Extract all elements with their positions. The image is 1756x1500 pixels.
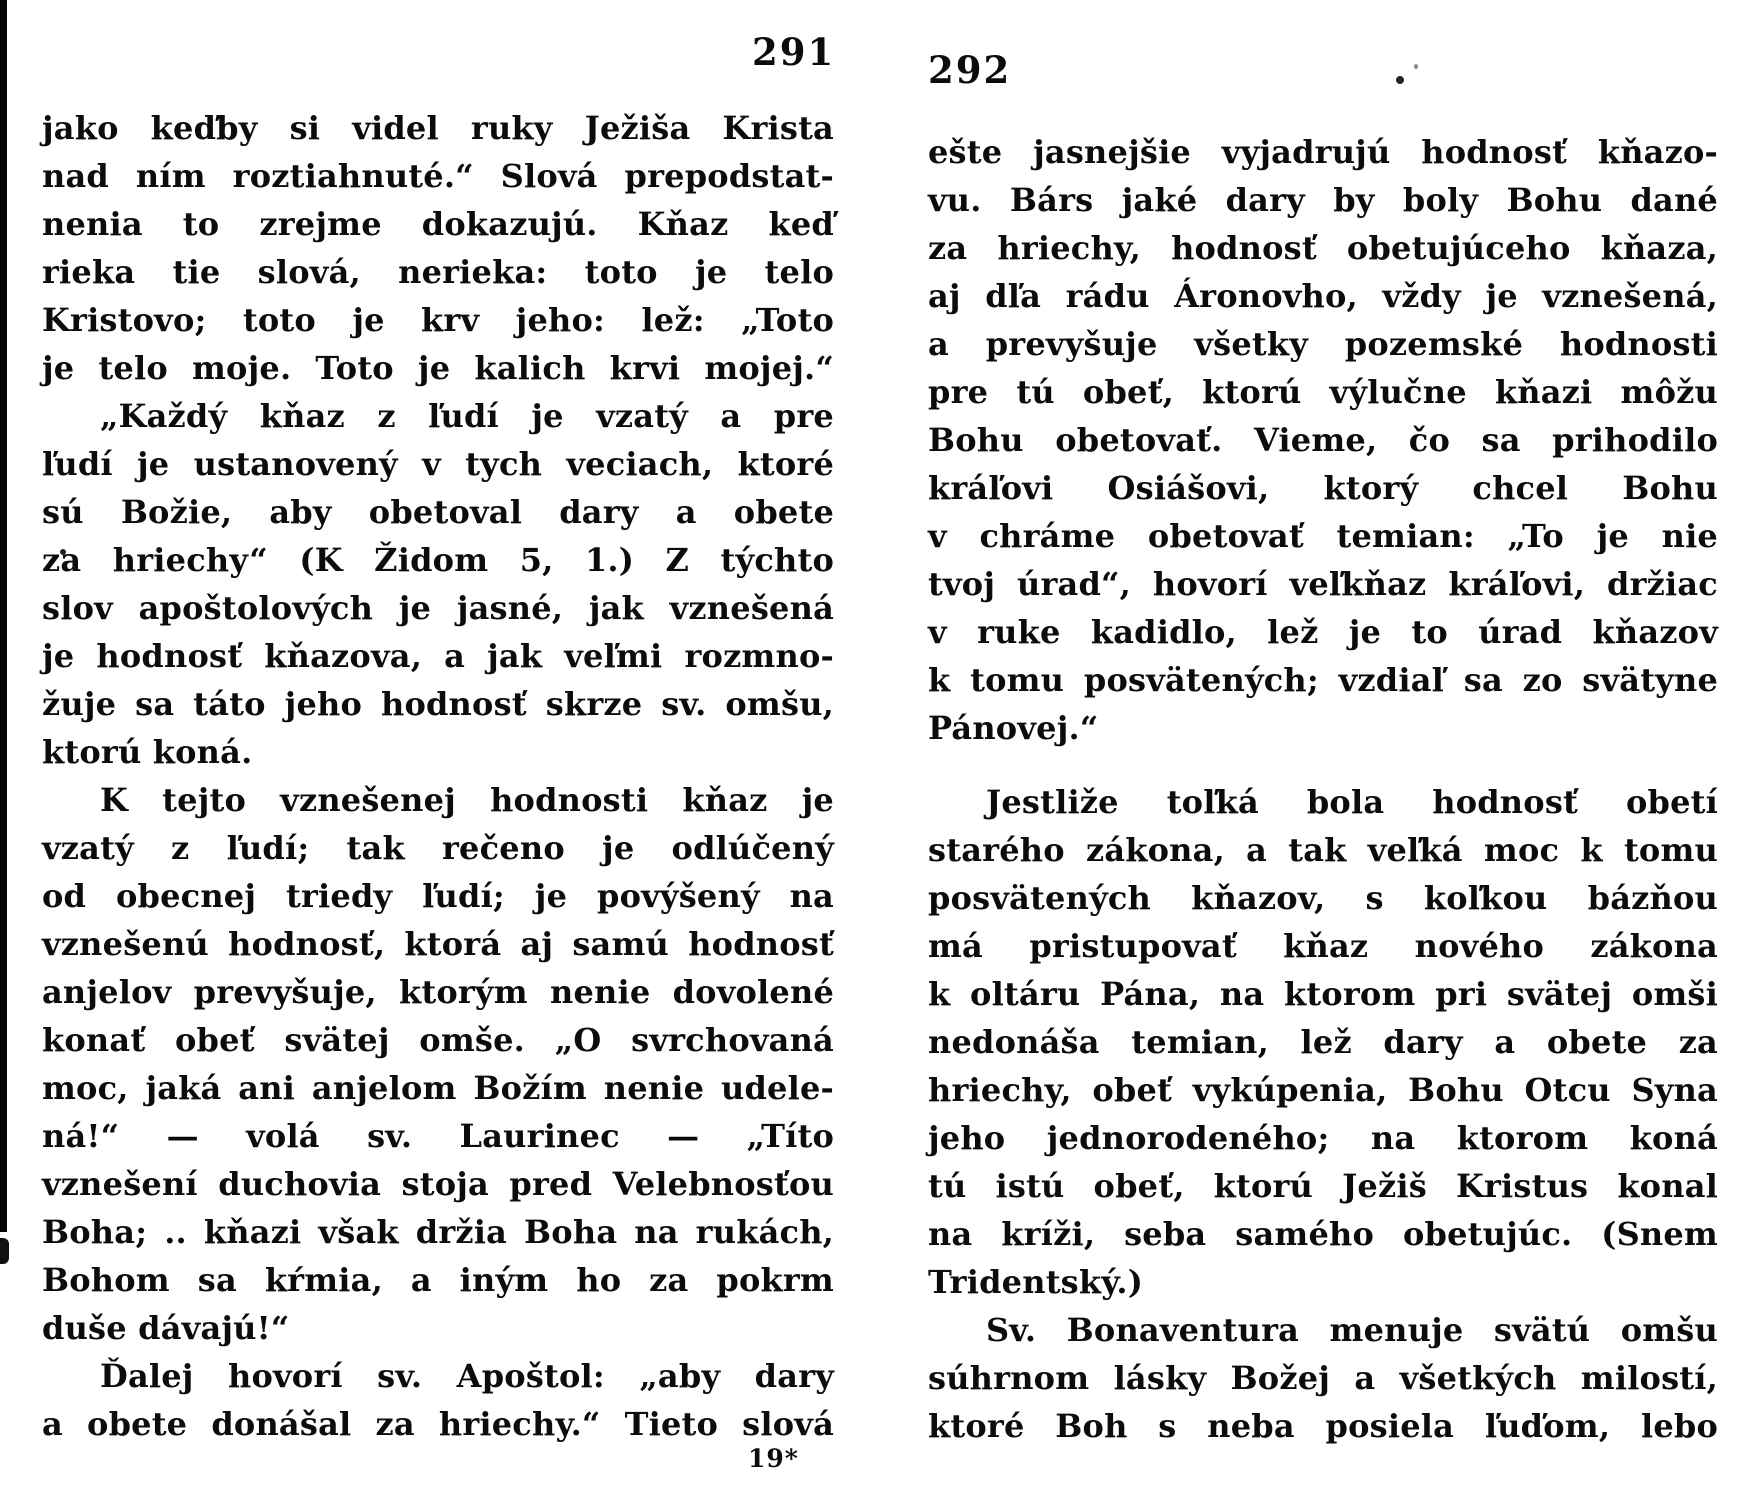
text-line: k oltáru Pána, na ktorom pri svätej omši <box>928 975 1718 1013</box>
text-line: konať obeť svätej omše. „O svrchovaná <box>42 1021 834 1059</box>
scan-speck <box>1396 76 1404 84</box>
text-line: Pánovej.“ <box>928 709 1099 747</box>
text-line: ľudí je ustanovený v tych veciach, ktoré <box>42 445 834 483</box>
text-line: a prevyšuje všetky pozemské hodnosti <box>928 325 1718 363</box>
text-line: Tridentský.) <box>928 1263 1144 1301</box>
text-line: starého zákona, a tak veľká moc k tomu <box>928 831 1718 869</box>
text-line: za hriechy“ (K Židom 5, 1.) Z týchto <box>42 541 834 579</box>
text-line: ktoré Boh s neba posiela ľuďom, lebo <box>928 1407 1718 1445</box>
text-line: duše dávajú!“ <box>42 1309 290 1347</box>
text-line: vznešenú hodnosť, ktorá aj samú hodnosť <box>42 925 834 963</box>
text-line: posvätených kňazov, s koľkou bázňou <box>928 879 1718 917</box>
text-line: pre tú obeť, ktorú výlučne kňazi môžu <box>928 373 1718 411</box>
printer-signature-mark: 19* <box>748 1444 799 1473</box>
text-line: Boha; .. kňazi však držia Boha na rukách, <box>42 1213 834 1251</box>
text-line: žuje sa táto jeho hodnosť skrze sv. omšu, <box>42 685 834 723</box>
text-line: nenia to zrejme dokazujú. Kňaz keď <box>42 205 834 243</box>
text-line: k tomu posvätených; vzdiaľ sa zo svätyne <box>928 661 1718 699</box>
scan-speck <box>1414 64 1418 69</box>
text-line: ešte jasnejšie vyjadrujú hodnosť kňazo- <box>928 133 1718 171</box>
text-line: kráľovi Osiášovi, ktorý chcel Bohu <box>928 469 1718 507</box>
text-line: nad ním roztiahnuté.“ Slová prepodstat- <box>42 157 834 195</box>
text-line: anjelov prevyšuje, ktorým nenie dovolené <box>42 973 834 1011</box>
text-line: Jestliže toľká bola hodnosť obetí <box>986 783 1718 821</box>
text-line: K tejto vznešenej hodnosti kňaz je <box>100 781 834 819</box>
page-number-right: 292 <box>928 48 1012 92</box>
text-line: jeho jednorodeného; na ktorom koná <box>928 1119 1718 1157</box>
left-page-text-column <box>42 104 834 1448</box>
text-line: a obete donášal za hriechy.“ Tieto slová <box>42 1405 834 1443</box>
text-line: „Každý kňaz z ľudí je vzatý a pre <box>100 397 834 435</box>
text-line: hriechy, obeť vykúpenia, Bohu Otcu Syna <box>928 1071 1718 1109</box>
text-line: vzatý z ľudí; tak rečeno je odlúčený <box>42 829 834 867</box>
right-page-text-column <box>928 128 1718 1450</box>
scan-edge-artifact-blob <box>0 1238 9 1264</box>
text-line: súhrnom lásky Božej a všetkých milostí, <box>928 1359 1718 1397</box>
text-line: za hriechy, hodnosť obetujúceho kňaza, <box>928 229 1718 267</box>
text-line: nedonáša temian, lež dary a obete za <box>928 1023 1718 1061</box>
text-line: Sv. Bonaventura menuje svätú omšu <box>986 1311 1718 1349</box>
text-line: má pristupovať kňaz nového zákona <box>928 927 1718 965</box>
text-line: Kristovo; toto je krv jeho: lež: „Toto <box>42 301 834 339</box>
text-line: na kríži, seba samého obetujúc. (Snem <box>928 1215 1718 1253</box>
text-line: tú istú obeť, ktorú Ježiš Kristus konal <box>928 1167 1718 1205</box>
scan-edge-artifact <box>0 0 7 1232</box>
text-line: ná!“ — volá sv. Laurinec — „Títo <box>42 1117 834 1155</box>
text-line: od obecnej triedy ľudí; je povýšený na <box>42 877 834 915</box>
page-number-left: 291 <box>752 30 836 74</box>
text-line: rieka tie slová, nerieka: toto je telo <box>42 253 834 291</box>
text-line: sú Božie, aby obetoval dary a obete <box>42 493 834 531</box>
text-line: moc, jaká ani anjelom Božím nenie udele- <box>42 1069 834 1107</box>
text-line: Bohu obetovať. Vieme, čo sa prihodilo <box>928 421 1718 459</box>
text-line: v chráme obetovať temian: „To je nie <box>928 517 1718 555</box>
text-line: je telo moje. Toto je kalich krvi mojej.“ <box>42 349 834 387</box>
text-line: ktorú koná. <box>42 733 253 771</box>
text-line: tvoj úrad“, hovorí veľkňaz kráľovi, držiac <box>928 565 1718 603</box>
text-line: slov apoštolových je jasné, jak vznešená <box>42 589 834 627</box>
text-line: v ruke kadidlo, lež je to úrad kňazov <box>928 613 1718 651</box>
text-line: Bohom sa kŕmia, a iným ho za pokrm <box>42 1261 834 1299</box>
text-line: Ďalej hovorí sv. Apoštol: „aby dary <box>100 1357 834 1395</box>
text-line: je hodnosť kňazova, a jak veľmi rozmno- <box>42 637 834 675</box>
text-line: aj dľa rádu Áronovho, vždy je vznešená, <box>928 277 1718 315</box>
text-line: vu. Bárs jaké dary by boly Bohu dané <box>928 181 1718 219</box>
text-line: jako keďby si videl ruky Ježiša Krista <box>42 109 834 147</box>
text-line: vznešení duchovia stoja pred Velebnosťou <box>42 1165 834 1203</box>
